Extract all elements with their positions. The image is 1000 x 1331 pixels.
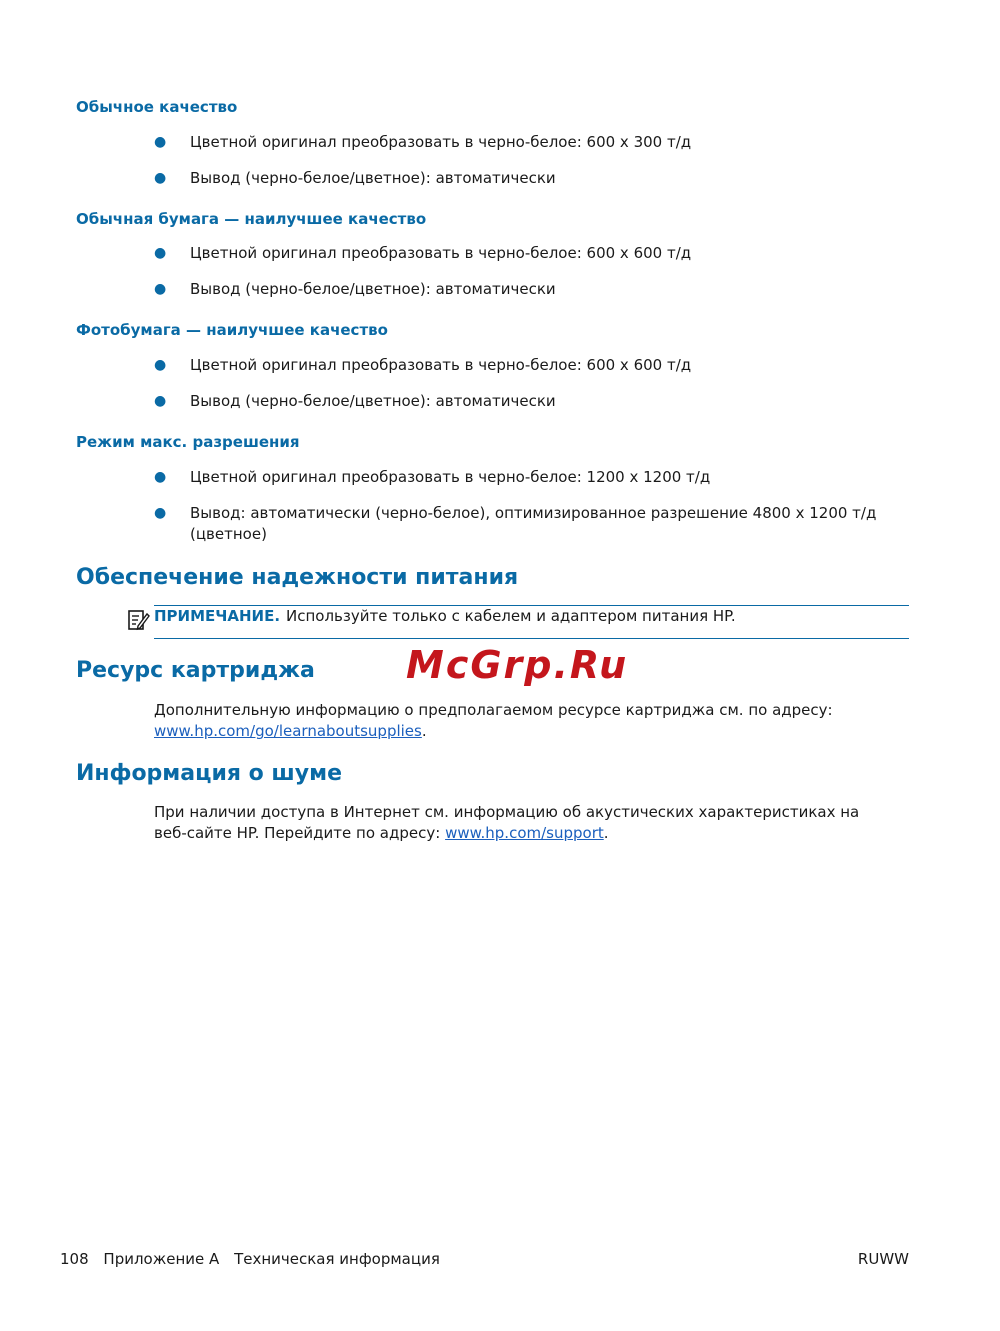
- list-item: [154, 355, 884, 376]
- footer-locale: RUWW: [857, 1250, 909, 1268]
- list-item: [154, 503, 884, 545]
- bullet-icon: ●: [154, 505, 167, 521]
- section-title-cartridge: Ресурс картриджа: [76, 658, 315, 683]
- list-item-text: Цветной оригинал преобразовать в черно-белое: 600 x 600 т/д: [190, 244, 692, 262]
- section-title-noise: Информация о шуме: [76, 761, 343, 786]
- list-item-text: Вывод (черно-белое/цветное): автоматически: [190, 392, 556, 410]
- bullet-icon: ●: [154, 170, 167, 186]
- list-item: [154, 132, 884, 153]
- note-label: ПРИМЕЧАНИЕ.: [154, 607, 281, 625]
- subheading-plain-paper-best: Обычная бумага — наилучшее качество: [76, 210, 427, 228]
- supplies-link[interactable]: www.hp.com/go/learnaboutsupplies: [154, 722, 422, 740]
- cartridge-paragraph: [154, 700, 894, 742]
- cartridge-text: Дополнительную информацию о предполагаемом ресурсе картриджа см. по адресу:: [154, 701, 833, 719]
- footer-chapter: Приложение А: [103, 1250, 220, 1268]
- noise-text: При наличии доступа в Интернет см. информацию об акустических характеристиках на веб-сайте HP. Перейдите по адресу:: [154, 803, 860, 842]
- page-number: 108: [60, 1250, 89, 1268]
- list-item: [154, 279, 884, 300]
- noise-paragraph: [154, 802, 894, 844]
- list-item: [154, 467, 884, 488]
- cartridge-period: .: [421, 722, 427, 740]
- list-item-text: Цветной оригинал преобразовать в черно-белое: 600 x 300 т/д: [190, 133, 692, 151]
- bullet-icon: ●: [154, 393, 167, 409]
- footer-left: [60, 1250, 450, 1268]
- subheading-normal-quality: Обычное качество: [76, 98, 238, 116]
- list-item-text: Цветной оригинал преобразовать в черно-белое: 600 x 600 т/д: [190, 356, 692, 374]
- list-item: [154, 243, 884, 264]
- bullet-icon: ●: [154, 469, 167, 485]
- list-item-text: Цветной оригинал преобразовать в черно-белое: 1200 x 1200 т/д: [190, 468, 711, 486]
- list-item: [154, 168, 884, 189]
- list-item-text: Вывод (черно-белое/цветное): автоматически: [190, 169, 556, 187]
- bullet-icon: ●: [154, 281, 167, 297]
- list-item-text: Вывод (черно-белое/цветное): автоматически: [190, 280, 556, 298]
- note-text: Используйте только с кабелем и адаптером питания HP.: [286, 607, 736, 625]
- subheading-max-dpi: Режим макс. разрешения: [76, 433, 300, 451]
- watermark-logo: McGrp.Ru: [406, 643, 629, 687]
- bullet-icon: ●: [154, 134, 167, 150]
- subheading-photo-paper-best: Фотобумага — наилучшее качество: [76, 321, 388, 339]
- footer-chapter-title: Техническая информация: [234, 1250, 440, 1268]
- bullet-icon: ●: [154, 357, 167, 373]
- section-title-power: Обеспечение надежности питания: [76, 565, 519, 590]
- noise-period: .: [603, 824, 609, 842]
- list-item: [154, 391, 884, 412]
- support-link[interactable]: www.hp.com/support: [445, 824, 604, 842]
- note-icon: [126, 608, 150, 632]
- list-item-text: Вывод: автоматически (черно-белое), оптимизированное разрешение 4800 x 1200 т/д (цветное): [190, 504, 877, 543]
- bullet-icon: ●: [154, 245, 167, 261]
